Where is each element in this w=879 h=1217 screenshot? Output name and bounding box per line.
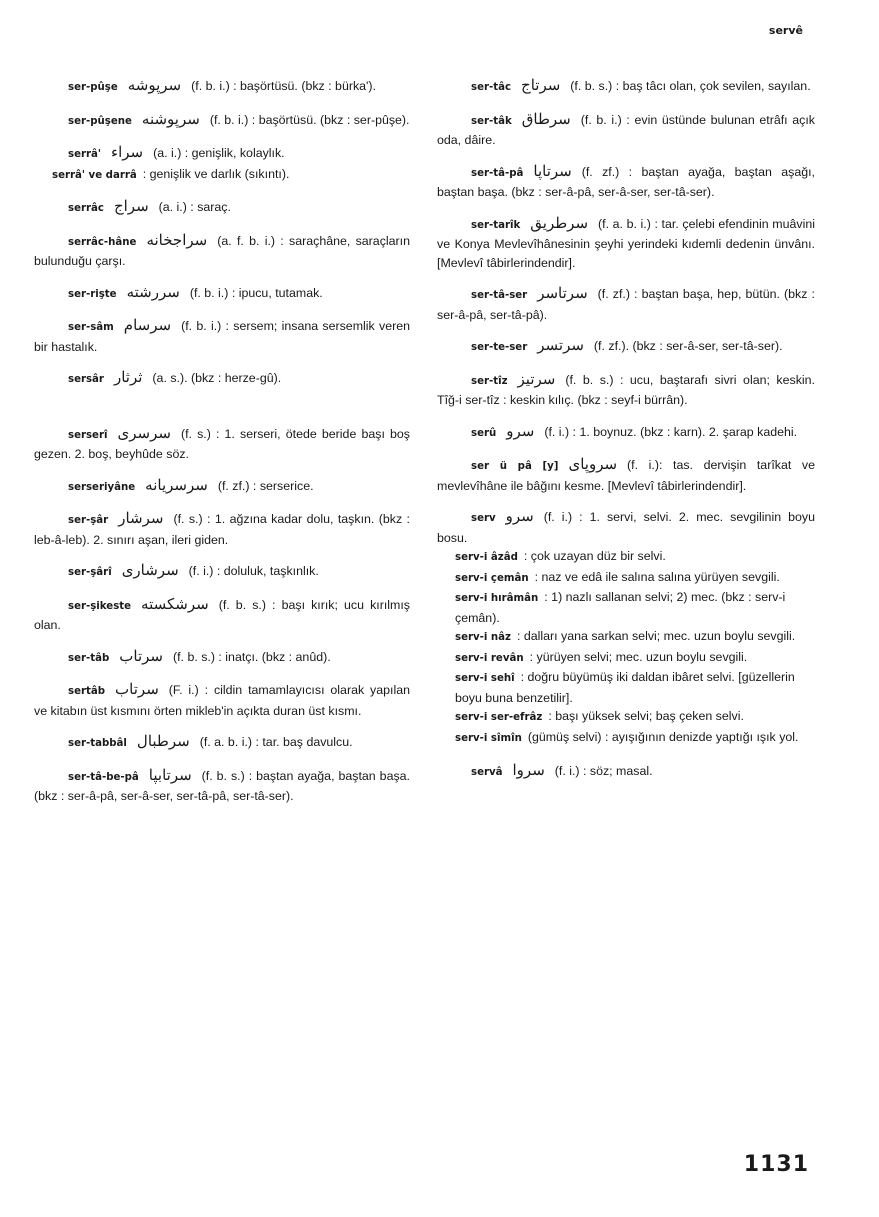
dictionary-subentry bbox=[34, 165, 410, 186]
subentry-headword: serv-i sehî bbox=[455, 673, 515, 684]
entry-arabic-script: سرطاق bbox=[521, 109, 571, 128]
dictionary-entry bbox=[34, 283, 410, 305]
subentry-definition: : yürüyen selvi; mec. uzun boylu sevgili. bbox=[529, 649, 748, 664]
subentry-definition: : çok uzayan düz bir selvi. bbox=[523, 549, 666, 563]
dictionary-entry bbox=[437, 110, 815, 150]
entry-arabic-script: سرتاسر bbox=[537, 284, 588, 302]
entry-arabic-script: سرسری bbox=[117, 423, 171, 442]
subentry-definition: : doğru büyümüş iki daldan ibâret selvi. [güzellerin boyu buna benzetilir]. bbox=[455, 670, 795, 705]
entry-headword: servâ bbox=[471, 767, 503, 778]
entry-headword: sersâr bbox=[68, 374, 104, 385]
entry-definition: (f. b. s.) : başı kırık; ucu kırılmış olan. bbox=[34, 597, 410, 632]
dictionary-entry bbox=[34, 680, 410, 720]
entry-arabic-script: سرتاج bbox=[521, 76, 561, 94]
dictionary-entry bbox=[34, 231, 410, 271]
entry-arabic-script: ثرثار bbox=[113, 368, 143, 386]
entry-headword: ser-tabbâl bbox=[68, 738, 127, 749]
entry-arabic-script: سرشاری bbox=[121, 561, 179, 579]
entry-definition: (f. zf.) : baştan ayağa, baştan aşağı, baştan başa. (bkz : ser-â-pâ, ser-â-ser, ser-tâ-ser). bbox=[437, 164, 815, 199]
subentry-headword: serv-i nâz bbox=[455, 632, 511, 643]
entry-headword: ser-tîz bbox=[471, 375, 508, 387]
dictionary-entry bbox=[34, 316, 410, 356]
entry-definition: (f. i.) : söz; masal. bbox=[554, 764, 653, 778]
entry-definition: (a. f. b. i.) : saraçhâne, saraçların bulunduğu çarşı. bbox=[34, 233, 410, 268]
entry-arabic-script: سرتاب bbox=[119, 646, 163, 665]
running-head: servê bbox=[768, 24, 803, 37]
entry-headword: ser-tâ-pâ bbox=[471, 167, 524, 179]
entry-arabic-script: سراجخانه bbox=[146, 230, 208, 249]
entry-headword: ser-tâb bbox=[68, 652, 110, 664]
entry-definition: (f. b. i.) : sersem; insana sersemlik veren bir hastalık. bbox=[34, 319, 410, 354]
subentry-definition: (gümüş selvi) : ayışığının denizde yaptığı ışık yol. bbox=[527, 729, 799, 744]
entry-arabic-script: سرطبال bbox=[136, 732, 190, 750]
dictionary-entry bbox=[437, 76, 815, 98]
entry-definition: (F. i.) : cildin tamamlayıcısı olarak yapılan ve kitabın üst kısmını örten mikleb'in açıkta duran üst kısmı. bbox=[34, 683, 410, 718]
entry-definition: (f. i.) : 1. servi, selvi. 2. mec. sevgilinin boyu bosu. bbox=[437, 510, 815, 545]
entry-headword: serrâc-hâne bbox=[68, 236, 137, 248]
entry-definition: (f. s.) : 1. serseri, ötede beride başı boş gezen. 2. boş, beyhûde söz. bbox=[34, 426, 410, 461]
subentry-headword: serv-i ser-efrâz bbox=[455, 712, 543, 723]
entry-headword: ser-rişte bbox=[68, 288, 117, 300]
subentry-headword: serrâ' ve darrâ bbox=[52, 169, 137, 181]
entry-headword: ser-tâ-ser bbox=[471, 290, 528, 301]
entry-headword: ser-pûşene bbox=[68, 115, 132, 127]
entry-arabic-script: سراء bbox=[111, 143, 144, 161]
dictionary-entry bbox=[34, 143, 410, 165]
entry-arabic-script: سرتاب bbox=[115, 680, 159, 698]
entry-headword: ser-tâc bbox=[471, 82, 512, 93]
entry-definition: (f. b. i.) : ipucu, tutamak. bbox=[189, 285, 323, 300]
entry-definition: (f. i.) : doluluk, taşkınlık. bbox=[188, 564, 319, 578]
entry-arabic-script: سرپوشنه bbox=[141, 109, 200, 128]
dictionary-entry bbox=[34, 595, 410, 635]
entry-arabic-script: سروا bbox=[512, 761, 545, 779]
subentry-definition: : başı yüksek selvi; baş çeken selvi. bbox=[548, 709, 744, 723]
entry-definition: (f. a. b. i.) : tar. baş davulcu. bbox=[199, 735, 353, 749]
entry-headword: ser-tâ-be-pâ bbox=[68, 771, 139, 783]
entry-headword: serserî bbox=[68, 429, 108, 441]
dictionary-entry bbox=[34, 424, 410, 464]
entry-arabic-script: سرتابپا bbox=[148, 765, 192, 784]
subentry-headword: serv-i sîmîn bbox=[455, 732, 522, 744]
subentry-definition: : naz ve edâ ile salına salına yürüyen sevgili. bbox=[534, 569, 780, 584]
entry-arabic-script: سرتسر bbox=[537, 336, 584, 354]
entry-headword: ser-tâk bbox=[471, 115, 512, 127]
entry-definition: (f. zf.) : serserice. bbox=[217, 478, 314, 493]
entry-definition: (a. s.). (bkz : herze-gû). bbox=[152, 371, 282, 385]
entry-arabic-script: سررشته bbox=[126, 282, 180, 301]
entry-definition: (a. i.) : genişlik, kolaylık. bbox=[153, 146, 285, 160]
entry-arabic-script: سرپوشه bbox=[127, 76, 182, 94]
dictionary-subentry bbox=[437, 588, 815, 627]
subentry-headword: serv-i revân bbox=[455, 652, 524, 664]
dictionary-entry bbox=[437, 455, 815, 495]
entry-headword: serv bbox=[471, 513, 496, 524]
right-column bbox=[437, 76, 815, 783]
dictionary-entry bbox=[34, 110, 410, 132]
dictionary-subentry bbox=[437, 547, 815, 568]
entry-definition: (f. b. i.) : başörtüsü. (bkz : bürka'). bbox=[191, 79, 376, 93]
dictionary-subentry bbox=[437, 627, 815, 648]
dictionary-entry bbox=[437, 214, 815, 273]
entry-arabic-script: سرتاپا bbox=[533, 161, 572, 180]
entry-definition: (f. b. i.) : başörtüsü. (bkz : ser-pûşe). bbox=[209, 112, 410, 127]
entry-arabic-script: سروپای bbox=[568, 455, 618, 473]
dictionary-entry bbox=[437, 507, 815, 547]
entry-headword: ser-sâm bbox=[68, 322, 114, 333]
dictionary-subentry bbox=[437, 707, 815, 728]
entry-arabic-script: سرو bbox=[506, 421, 535, 440]
dictionary-entry bbox=[437, 370, 815, 410]
dictionary-subentry bbox=[437, 728, 815, 749]
entry-headword: ser-şikeste bbox=[68, 600, 132, 612]
entry-headword: serrâ' bbox=[68, 149, 102, 160]
entry-headword: serrâc bbox=[68, 203, 104, 214]
dictionary-subentry bbox=[437, 668, 815, 707]
entry-headword: ser-şârî bbox=[68, 567, 112, 578]
dictionary-entry bbox=[437, 422, 815, 444]
dictionary-entry bbox=[34, 509, 410, 549]
entry-headword: sertâb bbox=[68, 686, 106, 697]
entry-headword: ser-şâr bbox=[68, 515, 109, 526]
subentry-headword: serv-i hırâmân bbox=[455, 593, 539, 604]
subentry-headword: serv-i âzâd bbox=[455, 552, 518, 563]
entry-arabic-script: سرطریق bbox=[530, 213, 589, 232]
entry-definition: (f. b. s.) : baş tâcı olan, çok sevilen, sayılan. bbox=[570, 79, 811, 93]
entry-definition: (f. b. s.) : inatçı. (bkz : anûd). bbox=[172, 649, 331, 664]
entry-headword: ser-te-ser bbox=[471, 342, 528, 353]
entry-arabic-script: سرتیز bbox=[517, 369, 556, 388]
dictionary-entry bbox=[34, 732, 410, 754]
page-number: 1131 bbox=[743, 1152, 809, 1177]
dictionary-entry bbox=[34, 766, 410, 806]
subentry-definition: : dalları yana sarkan selvi; mec. uzun boylu sevgili. bbox=[516, 629, 796, 643]
subentry-definition: : 1) nazlı sallanan selvi; 2) mec. (bkz : serv-i çemân). bbox=[455, 590, 786, 625]
dictionary-entry bbox=[437, 284, 815, 324]
dictionary-entry bbox=[437, 162, 815, 202]
entry-definition: (f. zf.). (bkz : ser-â-ser, ser-tâ-ser). bbox=[593, 339, 783, 353]
entry-headword: ser-pûşe bbox=[68, 82, 118, 93]
dictionary-entry bbox=[437, 761, 815, 783]
entry-arabic-script: سرشار bbox=[118, 509, 164, 527]
dictionary-entry bbox=[34, 368, 410, 390]
entry-arabic-script: سرسام bbox=[123, 316, 172, 334]
entry-arabic-script: سرشکسته bbox=[141, 594, 209, 613]
entry-definition: (f. s.) : 1. ağzına kadar dolu, taşkın. (bkz : leb-â-leb). 2. sınırı aşan, ileri giden. bbox=[34, 512, 410, 547]
dictionary-entry bbox=[34, 197, 410, 219]
dictionary-entry bbox=[437, 336, 815, 358]
entry-headword: serseriyâne bbox=[68, 481, 136, 493]
entry-arabic-script: سراج bbox=[113, 197, 149, 215]
left-column bbox=[34, 76, 410, 806]
entry-headword: serû bbox=[471, 427, 497, 439]
dictionary-entry bbox=[34, 76, 410, 98]
entry-definition: (f. zf.) : baştan başa, hep, bütün. (bkz : ser-â-pâ, ser-tâ-pâ). bbox=[437, 287, 815, 322]
dictionary-entry bbox=[34, 476, 410, 498]
entry-headword: ser ü pâ [y] bbox=[471, 461, 559, 472]
entry-definition: (f. b. s.) : baştan ayağa, baştan başa. (bkz : ser-â-pâ, ser-â-ser, ser-tâ-pâ, ser-tâ-ser). bbox=[34, 768, 410, 803]
entry-definition: (f. i.): tas. dervişin tarîkat ve mevlevîhâne ile bâğını kesme. [Mevlevî tâbirlerindendir]. bbox=[437, 458, 815, 493]
dictionary-subentry bbox=[437, 568, 815, 589]
entry-definition: (a. i.) : saraç. bbox=[158, 200, 231, 214]
entry-definition: (f. b. s.) : ucu, baştarafı sivri olan; keskin. Tîğ-i ser-tîz : keskin kılıç. (bkz : seyf-i bürrân). bbox=[437, 372, 815, 407]
subentry-headword: serv-i çemân bbox=[455, 572, 529, 584]
dictionary-subentry bbox=[437, 648, 815, 669]
entry-definition: (f. a. b. i.) : tar. çelebi efendinin muâvini ve Konya Mevlevîhânesinin şeyhi yerindeki kıdemli dedenin ünvânı. [Mevlevî tâbirlerindendir]. bbox=[437, 216, 815, 270]
entry-definition: (f. i.) : 1. boynuz. (bkz : karn). 2. şarap kadehi. bbox=[544, 424, 798, 439]
subentry-definition: : genişlik ve darlık (sıkıntı). bbox=[142, 166, 290, 181]
entry-headword: ser-tarîk bbox=[471, 219, 521, 231]
entry-arabic-script: سرو bbox=[505, 507, 534, 525]
entry-definition: (f. b. i.) : evin üstünde bulunan etrâfı açık oda, dâire. bbox=[437, 112, 815, 147]
entry-arabic-script: سرسریانه bbox=[145, 475, 208, 494]
dictionary-entry bbox=[34, 647, 410, 669]
dictionary-entry bbox=[34, 561, 410, 583]
